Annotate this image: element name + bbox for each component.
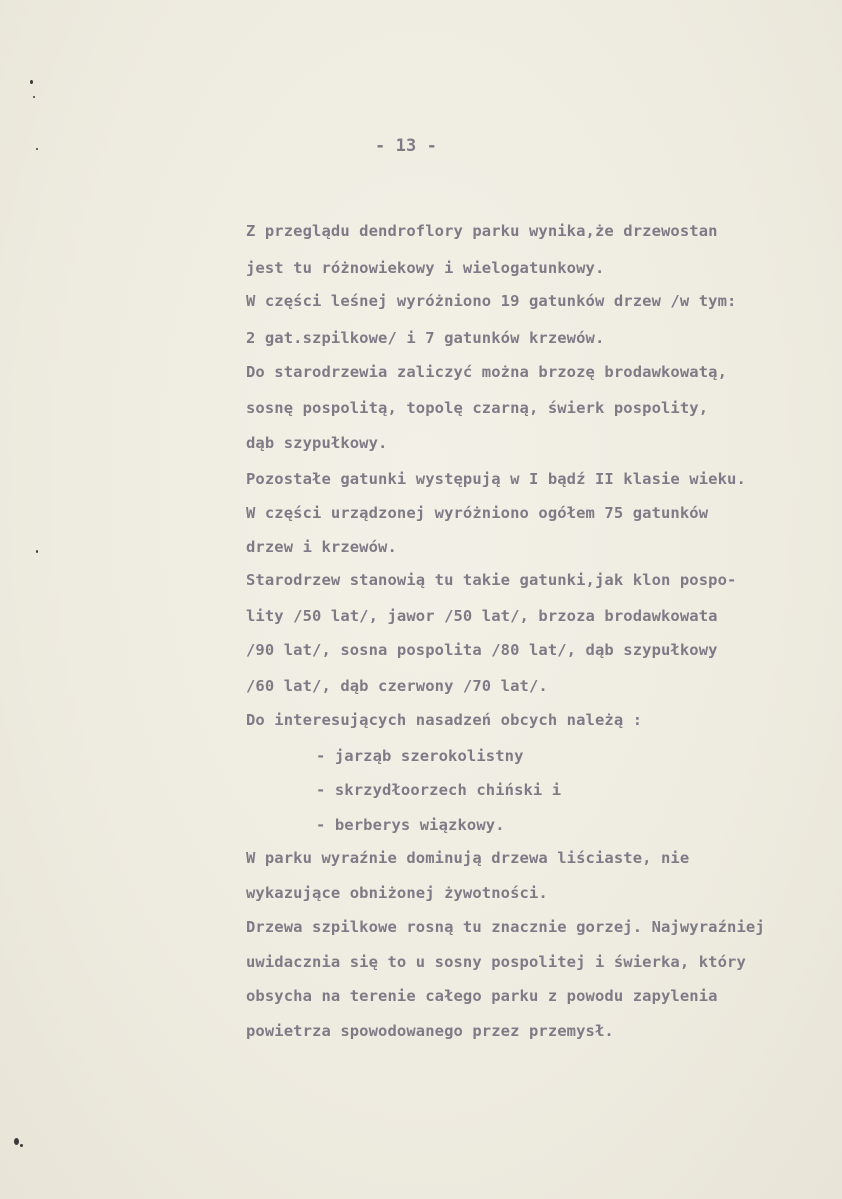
text-line: W części urządzonej wyróżniono ogółem 75 gatunków [246, 504, 709, 522]
list-item: - skrzydłoorzech chiński i [316, 781, 562, 799]
list-item: - jarząb szerokolistny [316, 747, 524, 765]
text-line: Do interesujących nasadzeń obcych należą : [246, 711, 643, 729]
margin-speck [36, 148, 38, 150]
text-line: jest tu różnowiekowy i wielogatunkowy. [246, 259, 605, 277]
text-line: Z przeglądu dendroflory parku wynika,że drzewostan [246, 222, 718, 240]
page-number: - 13 - [375, 136, 438, 156]
text-line: 2 gat.szpilkowe/ i 7 gatunków krzewów. [246, 329, 605, 347]
text-line: lity /50 lat/, jawor /50 lat/, brzoza brodawkowata [246, 607, 718, 625]
text-line: drzew i krzewów. [246, 538, 397, 556]
text-line: W części leśnej wyróżniono 19 gatunków drzew /w tym: [246, 292, 737, 310]
margin-speck [20, 1144, 23, 1147]
text-line: uwidacznia się to u sosny pospolitej i świerka, który [246, 953, 746, 971]
text-line: obsycha na terenie całego parku z powodu zapylenia [246, 987, 718, 1005]
margin-speck [36, 550, 38, 553]
text-line: W parku wyraźnie dominują drzewa liściaste, nie [246, 849, 690, 867]
text-line: wykazujące obniżonej żywotności. [246, 884, 548, 902]
margin-speck [33, 96, 35, 98]
text-line: Starodrzew stanowią tu takie gatunki,jak klon pospo- [246, 571, 737, 589]
text-line: /60 lat/, dąb czerwony /70 lat/. [246, 677, 548, 695]
text-line: Pozostałe gatunki występują w I bądź II klasie wieku. [246, 470, 746, 488]
text-line: powietrza spowodowanego przez przemysł. [246, 1022, 614, 1040]
text-line: /90 lat/, sosna pospolita /80 lat/, dąb szypułkowy [246, 641, 718, 659]
text-line: dąb szypułkowy. [246, 434, 388, 452]
list-item: - berberys wiązkowy. [316, 816, 505, 834]
text-line: sosnę pospolitą, topolę czarną, świerk pospolity, [246, 399, 709, 417]
text-line: Do starodrzewia zaliczyć można brzozę brodawkowatą, [246, 363, 728, 381]
margin-speck [14, 1138, 19, 1145]
margin-speck [30, 80, 33, 84]
text-line: Drzewa szpilkowe rosną tu znacznie gorzej. Najwyraźniej [246, 918, 765, 936]
